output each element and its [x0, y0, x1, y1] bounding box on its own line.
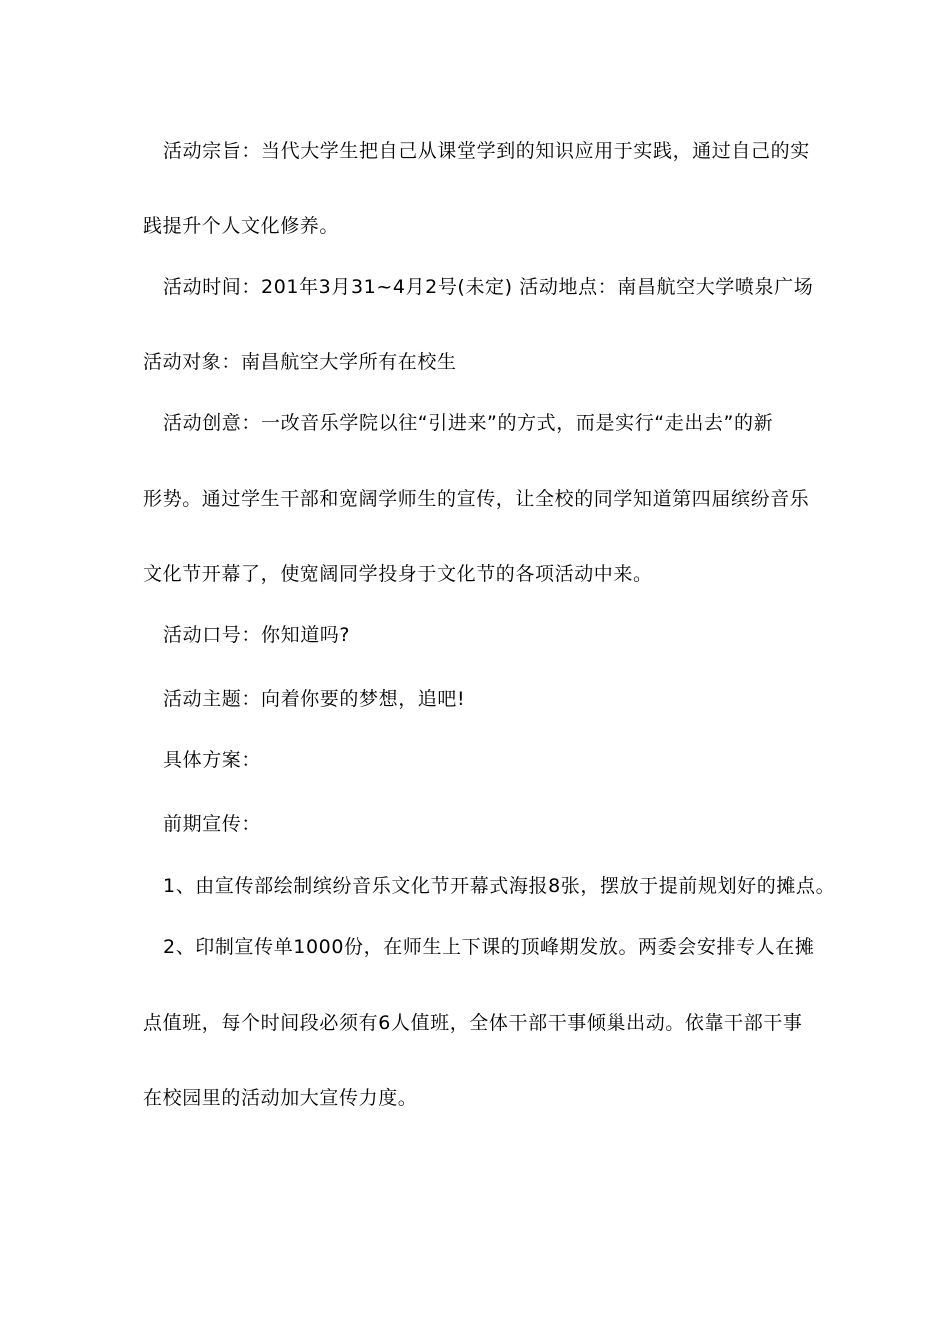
list-item-2-continued-1: 点值班，每个时间段必须有6人值班，全体干部干事倾巢出动。依靠干部干事 — [143, 1012, 803, 1034]
paragraph-idea-continued-2: 文化节开幕了，使宽阔同学投身于文化节的各项活动中来。 — [143, 563, 653, 585]
paragraph-theme: 活动主题：向着你要的梦想，追吧! — [163, 688, 466, 710]
list-item-2: 2、印制宣传单1000份，在师生上下课的顶峰期发放。两委会安排专人在摊 — [163, 936, 815, 958]
paragraph-audience: 活动对象：南昌航空大学所有在校生 — [143, 351, 457, 373]
list-item-2-continued-2: 在校园里的活动加大宣传力度。 — [143, 1087, 418, 1109]
paragraph-idea: 活动创意：一改音乐学院以往“引进来”的方式，而是实行“走出去”的新 — [163, 412, 774, 434]
list-item-1: 1、由宣传部绘制缤纷音乐文化节开幕式海报8张，摆放于提前规划好的摊点。 — [163, 875, 836, 897]
paragraph-purpose: 活动宗旨：当代大学生把自己从课堂学到的知识应用于实践，通过自己的实 — [163, 140, 810, 162]
heading-early-promotion: 前期宣传： — [163, 813, 262, 835]
paragraph-slogan: 活动口号：你知道吗? — [163, 624, 351, 646]
heading-plan: 具体方案： — [163, 749, 262, 771]
paragraph-idea-continued-1: 形势。通过学生干部和宽阔学师生的宣传，让全校的同学知道第四届缤纷音乐 — [143, 488, 810, 510]
paragraph-purpose-continued: 践提升个人文化修养。 — [143, 215, 340, 237]
paragraph-time-location: 活动时间：201年3月31~4月2号(未定) 活动地点：南昌航空大学喷泉广场 — [163, 276, 814, 298]
